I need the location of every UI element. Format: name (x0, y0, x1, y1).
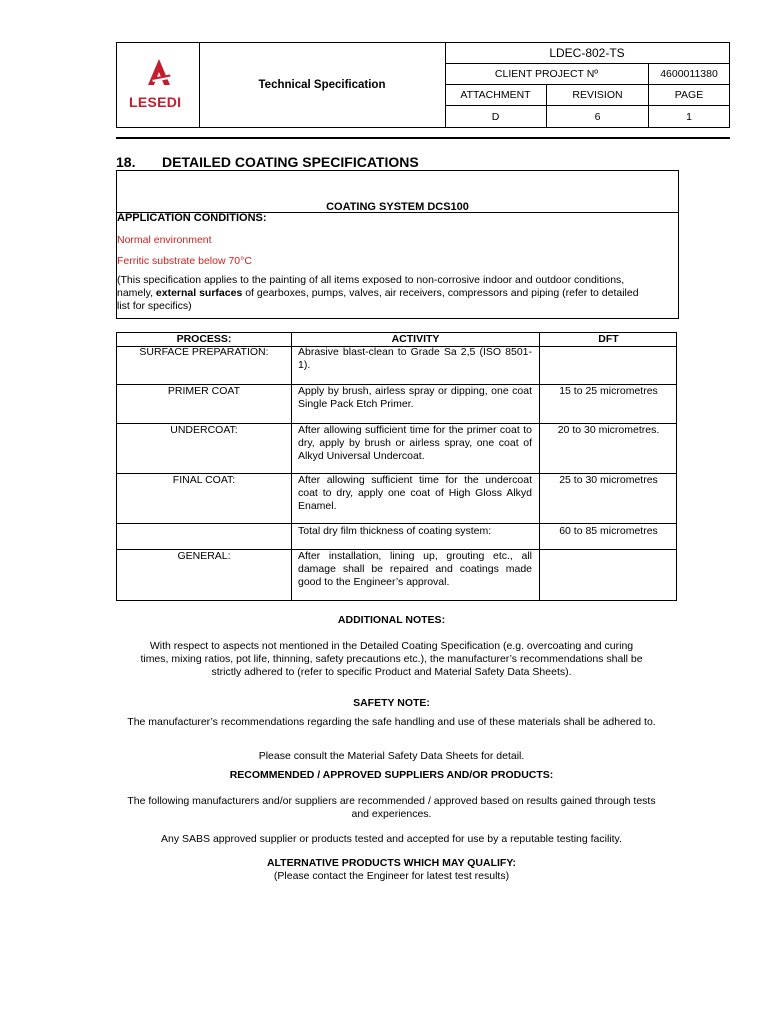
scope-paragraph (117, 274, 647, 313)
logo-text: LESEDI (129, 94, 182, 110)
coating-system-box (116, 170, 679, 213)
doc-code: LDEC-802-TS (445, 43, 729, 64)
header-dft: DFT (598, 333, 619, 345)
condition-ferritic-substrate: Ferritic substrate below 70°C (117, 255, 252, 267)
safety-consult: Please consult the Material Safety Data Sheets for detail. (258, 750, 525, 762)
document-title: Technical Specification (199, 43, 446, 127)
activity-cell: After allowing sufficient time for the primer coat to dry, apply by brush or airless spray, one coat of Alkyd Universal Undercoat. (298, 424, 532, 462)
additional-notes-title: ADDITIONAL NOTES: (337, 614, 446, 626)
activity-cell: Apply by brush, airless spray or dipping, one coat Single Pack Etch Primer. (298, 385, 532, 410)
scope-text-post: of gearboxes, pumps, valves, air receivers, compressors and piping (refer to detailed list for specifics) (117, 287, 639, 312)
activity-cell: Total dry film thickness of coating system: (298, 525, 492, 537)
coating-system-title: COATING SYSTEM DCS100 (326, 201, 469, 213)
page-label: PAGE (649, 85, 729, 106)
revision-value: 6 (547, 106, 649, 127)
process-cell: PRIMER COAT (167, 385, 241, 397)
header-activity: ACTIVITY (391, 333, 440, 345)
process-cell: SURFACE PREPARATION: (139, 346, 269, 358)
dft-cell: 20 to 30 micrometres. (557, 424, 660, 436)
coating-process-table (116, 332, 677, 601)
header-process: PROCESS: (176, 333, 232, 345)
dft-cell: 25 to 30 micrometres (559, 474, 658, 486)
section-number: 18. (116, 154, 136, 170)
activity-cell: After installation, lining up, grouting etc., all damage shall be repaired and coatings made good to the Engineer’s approval. (298, 550, 532, 588)
section-title: DETAILED COATING SPECIFICATIONS (162, 154, 419, 170)
alternative-products-title: ALTERNATIVE PRODUCTS WHICH MAY QUALIFY: (266, 857, 517, 869)
scope-text-bold: external surfaces (155, 287, 243, 299)
application-conditions-box (116, 212, 679, 319)
process-cell: UNDERCOAT: (170, 424, 238, 436)
attachment-value: D (445, 106, 547, 127)
condition-normal-environment: Normal environment (117, 234, 212, 246)
additional-notes-body: With respect to aspects not mentioned in the Detailed Coating Specification (e.g. overcoating and curing times, mixing ratios, pot life, thinning, safety precautions etc.), the manufacturer’s recommendations shall be strictly adhered to (refer to specific Product and Material Safety Data Sheets). (140, 640, 643, 678)
dft-cell: 15 to 25 micrometres (559, 385, 658, 397)
suppliers-title: RECOMMENDED / APPROVED SUPPLIERS AND/OR PRODUCTS: (229, 769, 554, 781)
activity-cell: After allowing sufficient time for the undercoat coat to dry, apply one coat of High Gloss Alkyd Enamel. (298, 474, 532, 512)
lesedi-a-logo-icon (144, 57, 174, 87)
activity-cell: Abrasive blast-clean to Grade Sa 2,5 (ISO 8501-1). (298, 346, 532, 371)
suppliers-body: The following manufacturers and/or suppliers are recommended / approved based on results gained through tests and experiences. (127, 795, 656, 820)
document-header (116, 42, 730, 128)
safety-note-body: The manufacturer’s recommendations regarding the safe handling and use of these materials shall be adhered to. (127, 716, 656, 728)
dft-cell: 60 to 85 micrometres (559, 525, 658, 537)
application-conditions-label: APPLICATION CONDITIONS: (117, 212, 267, 224)
process-cell: GENERAL: (177, 550, 231, 562)
client-project-label: CLIENT PROJECT Nº (445, 64, 649, 85)
table-col-divider (291, 333, 292, 600)
header-info-grid (445, 43, 729, 127)
alternative-products-body: (Please contact the Engineer for latest test results) (273, 870, 510, 882)
header-divider (116, 137, 730, 139)
attachment-label: ATTACHMENT (445, 85, 547, 106)
revision-label: REVISION (547, 85, 649, 106)
logo-cell (117, 43, 200, 127)
table-row-divider (117, 523, 676, 524)
page-value: 1 (686, 110, 692, 123)
table-col-divider (539, 333, 540, 600)
scope-text-pre: (This specification applies to the painting of all items exposed to non-corrosive indoor and outdoor conditions, namely, (117, 274, 625, 299)
safety-note-title: SAFETY NOTE: (353, 697, 430, 709)
client-project-value: 4600011380 (649, 64, 729, 85)
suppliers-sabs: Any SABS approved supplier or products tested and accepted for use by a reputable testing facility. (161, 833, 622, 845)
process-cell: FINAL COAT: (172, 474, 236, 486)
